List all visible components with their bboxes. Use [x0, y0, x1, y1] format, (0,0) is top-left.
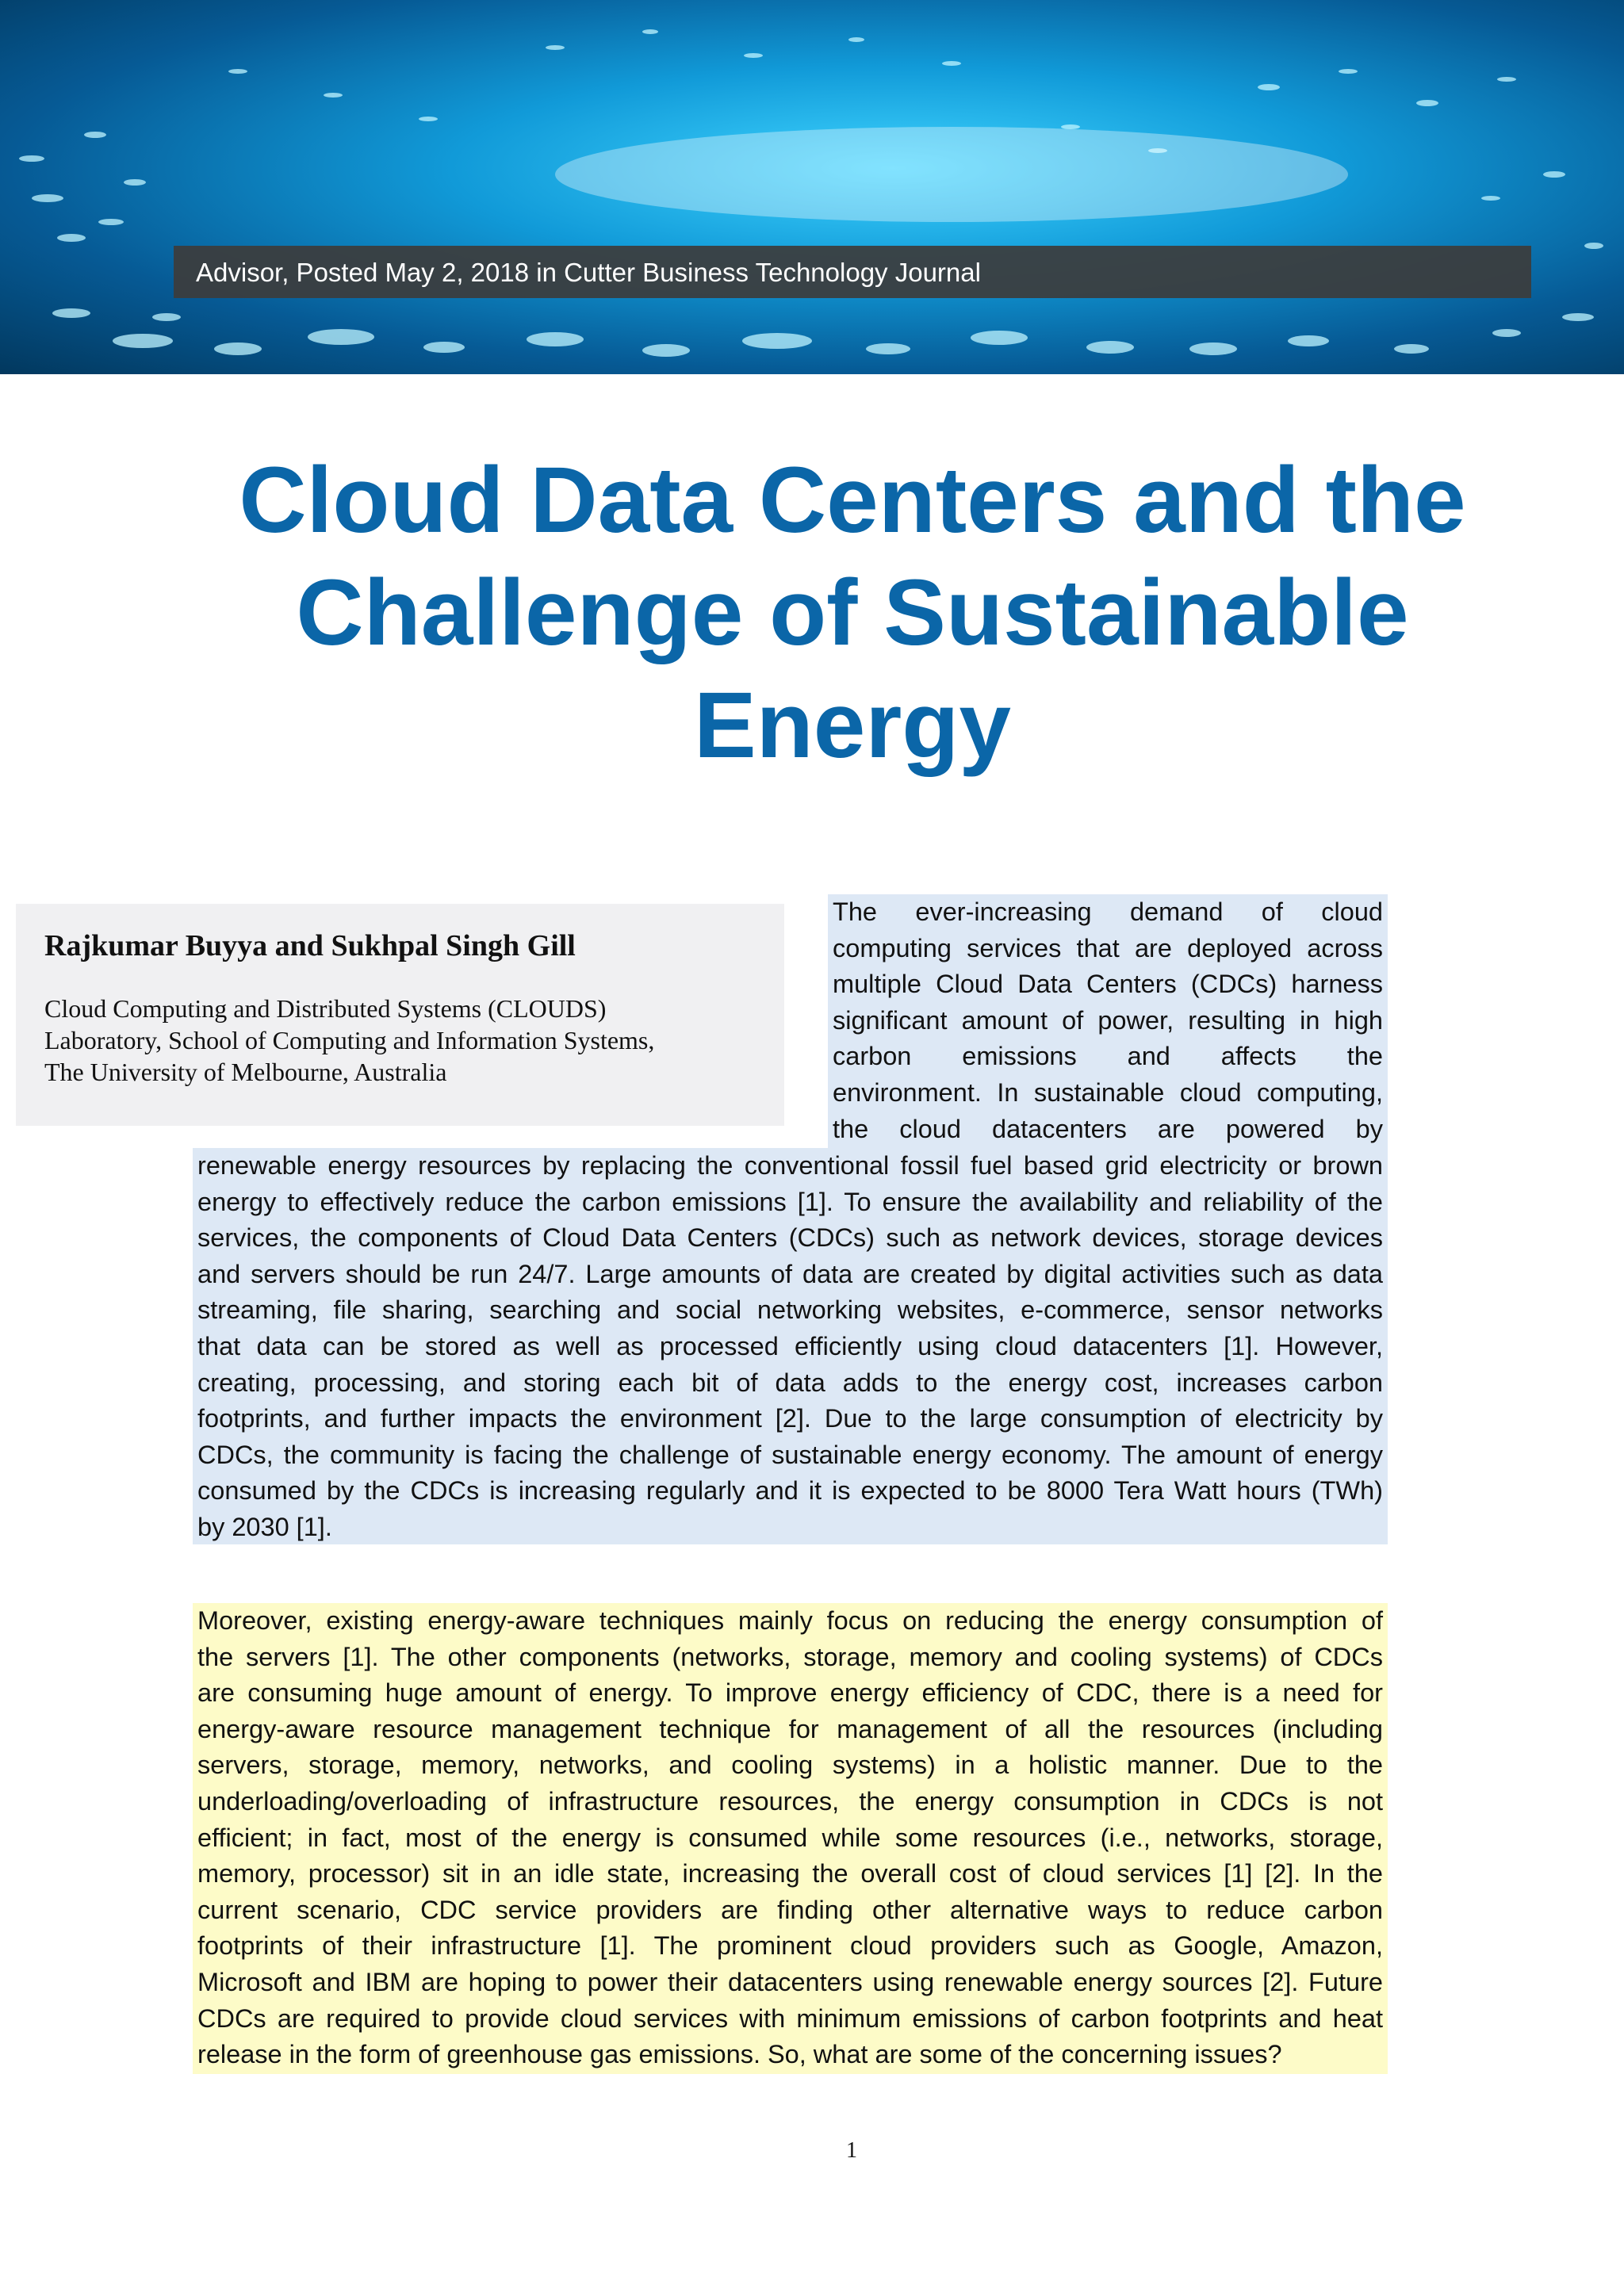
paragraph-1-body [193, 1148, 1388, 1544]
text-line: memory, processor) sit in an idle state, increasing the overall cost of cloud services [1] [2]. In the [197, 1859, 1383, 1888]
text-line: consumed by the CDCs is increasing regularly and it is expected to be 8000 Tera Watt hours (TWh) [197, 1476, 1383, 1506]
text-line: underloading/overloading of infrastructure resources, the energy consumption in CDCs is not [197, 1786, 1383, 1816]
title-line: Challenge of Sustainable [296, 561, 1409, 665]
text-line: by 2030 [1]. [197, 1512, 332, 1541]
text-line: footprints, and further impacts the environment [2]. Due to the large consumption of electricity by [197, 1404, 1383, 1433]
affiliation-line: The University of Melbourne, Australia [44, 1058, 447, 1086]
title-line: Cloud Data Centers and the [239, 448, 1466, 553]
author-names: Rajkumar Buyya and Sukhpal Singh Gill [44, 929, 576, 962]
paragraph-2 [193, 1603, 1388, 2074]
text-line: that data can be stored as well as processed efficiently using cloud datacenters [1]. However, [197, 1331, 1383, 1360]
text-line: energy-aware resource management technique for management of all the resources (including [197, 1714, 1383, 1743]
affiliation-line: Cloud Computing and Distributed Systems (CLOUDS) [44, 994, 607, 1023]
text-line: Microsoft and IBM are hoping to power their datacenters using renewable energy sources [2]. Future [197, 1967, 1383, 1996]
text-line: energy to effectively reduce the carbon emissions [1]. To ensure the availability and reliability of the [197, 1187, 1383, 1216]
affiliation [44, 993, 756, 1088]
paragraph-1-top [828, 894, 1388, 1148]
text-line: environment. In sustainable cloud computing, [833, 1077, 1383, 1107]
article-title [159, 444, 1546, 782]
affiliation-line: Laboratory, School of Computing and Information Systems, [44, 1026, 655, 1054]
text-line: are consuming huge amount of energy. To improve energy efficiency of CDC, there is a need for [197, 1678, 1383, 1708]
text-line: CDCs are required to provide cloud services with minimum emissions of carbon footprints and heat [197, 2003, 1383, 2033]
text-line: release in the form of greenhouse gas emissions. So, what are some of the concerning issues? [197, 2040, 1282, 2069]
text-line: renewable energy resources by replacing the conventional fossil fuel based grid electricity or brown [197, 1151, 1383, 1180]
text-line: efficient; in fact, most of the energy is consumed while some resources (i.e., networks, storage, [197, 1823, 1383, 1852]
text-line: the cloud datacenters are powered by [833, 1114, 1383, 1143]
text-line: servers, storage, memory, networks, and cooling systems) in a holistic manner. Due to the [197, 1751, 1383, 1780]
page-number: 1 [846, 2138, 857, 2163]
author-box [16, 904, 784, 1126]
text-line: computing services that are deployed across [833, 933, 1383, 962]
text-line: significant amount of power, resulting in high [833, 1005, 1383, 1035]
text-line: services, the components of Cloud Data Centers (CDCs) such as network devices, storage devices [197, 1223, 1383, 1253]
text-line: carbon emissions and affects the [833, 1042, 1383, 1071]
text-line: the servers [1]. The other components (networks, storage, memory and cooling systems) of CDCs [197, 1642, 1383, 1671]
digital-pattern-graphic [0, 0, 1624, 374]
text-line: and servers should be run 24/7. Large amounts of data are created by digital activities such as data [197, 1259, 1383, 1288]
header-banner [0, 0, 1624, 374]
text-line: streaming, file sharing, searching and social networking websites, e-commerce, sensor networks [197, 1295, 1383, 1325]
text-line: CDCs, the community is facing the challenge of sustainable energy economy. The amount of energy [197, 1440, 1383, 1469]
text-line: creating, processing, and storing each bit of data adds to the energy cost, increases carbon [197, 1368, 1383, 1397]
text-line: The ever-increasing demand of cloud [833, 897, 1383, 926]
text-line: current scenario, CDC service providers are finding other alternative ways to reduce carbon [197, 1895, 1383, 1924]
text-line: Moreover, existing energy-aware techniques mainly focus on reducing the energy consumption of [197, 1606, 1383, 1635]
posted-info: Advisor, Posted May 2, 2018 in Cutter Business Technology Journal [196, 258, 981, 287]
text-line: footprints of their infrastructure [1]. The prominent cloud providers such as Google, Amazon, [197, 1931, 1383, 1961]
title-line: Energy [693, 673, 1012, 778]
text-line: multiple Cloud Data Centers (CDCs) harness [833, 970, 1383, 999]
